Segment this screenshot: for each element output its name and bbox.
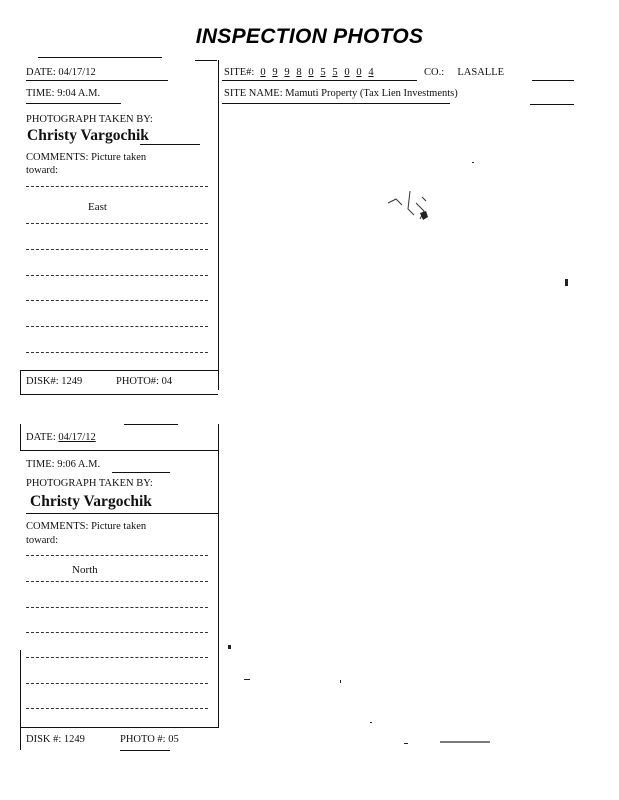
site-digit: 0 [344, 67, 350, 78]
scan-speck [472, 162, 474, 163]
photo1-photographer: Christy Vargochik [27, 127, 149, 144]
photo1-direction: East [88, 201, 107, 213]
photo1-date-label: DATE: [26, 67, 56, 78]
photo1-comment-line-2 [26, 223, 208, 224]
site-number-label: SITE#: [224, 67, 255, 78]
site-digit: 0 [356, 67, 362, 78]
photo1-photo-field [116, 376, 172, 388]
photo1-comment-line-1 [26, 186, 208, 187]
photo1-comment-line-6 [26, 326, 208, 327]
photo1-comment-line-4 [26, 275, 208, 276]
photo1-comment-line-5 [26, 300, 208, 301]
scan-speck [370, 722, 372, 723]
photo1-disk-rule-top [20, 370, 218, 371]
photo1-time-field [26, 88, 100, 100]
site-digit: 9 [272, 67, 278, 78]
photo1-date-value: 04/17/12 [58, 67, 96, 78]
photo2-date-value: 04/17/12 [58, 432, 96, 443]
site-name-label: SITE NAME: [224, 88, 283, 99]
photo1-comment-line-3 [26, 249, 208, 250]
scan-speck [404, 743, 408, 744]
photo1-disk-label: DISK#: [26, 376, 59, 387]
photo2-comment-line-7 [26, 708, 208, 709]
page-title: INSPECTION PHOTOS [195, 25, 424, 48]
photo1-time-label: TIME: [26, 88, 55, 99]
photo2-comment-line-2 [26, 581, 208, 582]
scan-speck [440, 741, 490, 743]
site-digit: 8 [296, 67, 302, 78]
photo2-photo-value: 05 [168, 734, 179, 745]
photo2-photographer: Christy Vargochik [30, 493, 152, 510]
scan-speck [340, 680, 341, 683]
header-rule-top [195, 60, 217, 61]
photo1-comments-field [26, 152, 146, 164]
county-value: LASALLE [457, 67, 505, 78]
photo1-date-rule [26, 80, 168, 81]
photo2-comment-line-6 [26, 683, 208, 684]
photo1-photo-label: PHOTO#: [116, 376, 159, 387]
photo2-taken-by-label: PHOTOGRAPH TAKEN BY: [26, 478, 153, 489]
site-digit: 0 [260, 67, 266, 78]
photo2-date-field [26, 432, 96, 444]
photo2-disk-label: DISK #: [26, 734, 62, 745]
photo2-time-label: TIME: [26, 459, 55, 470]
photo2-disk-field [26, 734, 85, 746]
photo1-disk-value: 1249 [61, 376, 83, 387]
photo1-photo-value: 04 [161, 376, 173, 387]
photo1-frame-right [218, 60, 219, 390]
photo2-comment-line-4 [26, 632, 208, 633]
scan-speck [228, 645, 231, 649]
photo2-comments-field [26, 521, 146, 533]
scan-artifact-sketch [380, 185, 440, 235]
photo2-comment-line-5 [26, 657, 208, 658]
site-number-field [224, 67, 377, 79]
photo1-comment-line-7 [26, 352, 208, 353]
photo1-disk-frame-left [20, 370, 21, 394]
site-name-rule-end [530, 104, 574, 105]
site-number-rule [222, 80, 417, 81]
photo2-photographer-rule [26, 513, 218, 514]
county-rule [532, 80, 574, 81]
photo1-toward-label: toward: [26, 165, 59, 176]
site-name-value: Mamuti Property (Tax Lien Investments) [285, 88, 458, 99]
photo1-date-field [26, 67, 96, 79]
site-digit: 5 [320, 67, 326, 78]
site-name-field [224, 88, 458, 100]
photo2-time-field [26, 459, 100, 471]
photo2-rule-top [124, 424, 178, 425]
photo1-disk-field [26, 376, 82, 388]
photo1-time-rule [26, 103, 121, 104]
photo1-photographer-rule [140, 144, 200, 145]
photo1-comments-label: COMMENTS: [26, 152, 89, 163]
photo2-date-label: DATE: [26, 432, 56, 443]
site-number-digits [257, 67, 377, 78]
photo2-comments-label: COMMENTS: [26, 521, 89, 532]
photo2-frame-left-top [20, 424, 21, 450]
photo2-photo-rule [120, 750, 170, 751]
photo2-disk-value: 1249 [63, 734, 85, 745]
photo2-comment-line-1 [26, 555, 208, 556]
photo2-direction: North [72, 564, 98, 576]
site-digit: 4 [368, 67, 374, 78]
photo1-time-value: 9:04 A.M. [57, 88, 101, 99]
scan-speck [244, 679, 250, 680]
title-underline-left [38, 57, 162, 58]
photo1-frame-bottom [20, 394, 218, 395]
photo2-date-rule [20, 450, 218, 451]
photo2-comments-value: Picture taken [91, 521, 147, 532]
scan-speck [565, 279, 568, 286]
photo2-frame-right [218, 424, 219, 728]
photo2-time-value: 9:06 A.M. [57, 459, 101, 470]
county-field [424, 67, 504, 79]
site-name-rule [222, 103, 450, 104]
photo2-frame-left-bottom [20, 650, 21, 750]
photo1-taken-by-label: PHOTOGRAPH TAKEN BY: [26, 114, 153, 125]
photo2-disk-rule-top [20, 727, 218, 728]
photo2-comment-line-3 [26, 607, 208, 608]
site-digit: 9 [284, 67, 290, 78]
photo2-photo-field [120, 734, 179, 746]
county-label: CO.: [424, 67, 445, 78]
site-digit: 0 [308, 67, 314, 78]
photo2-photo-label: PHOTO #: [120, 734, 166, 745]
site-digit: 5 [332, 67, 338, 78]
photo1-comments-value: Picture taken [91, 152, 147, 163]
photo2-time-rule [112, 472, 170, 473]
photo2-toward-label: toward: [26, 535, 59, 546]
